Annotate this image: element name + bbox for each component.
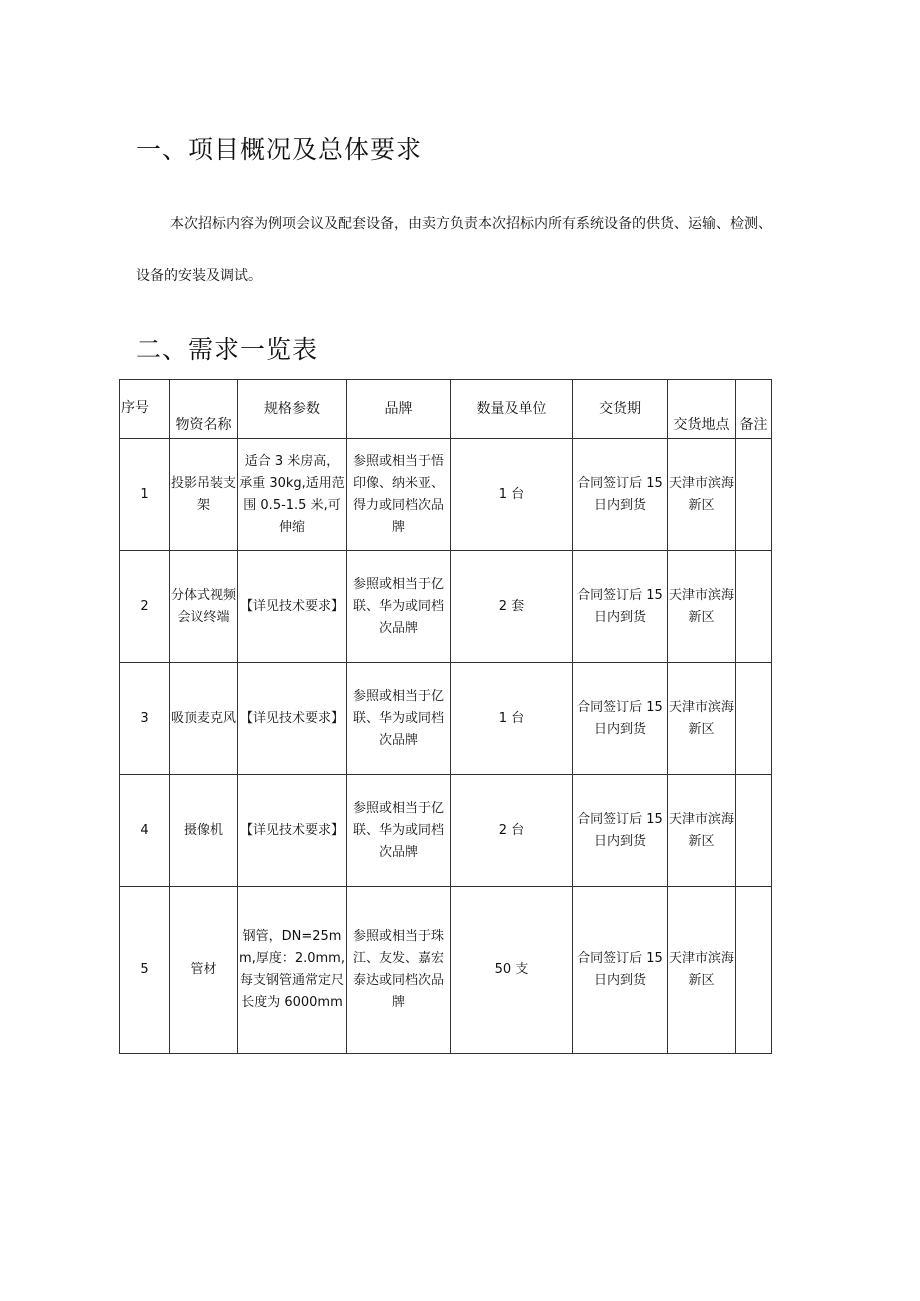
cell-name: 摄像机 xyxy=(170,775,238,887)
cell-brand: 参照或相当于亿联、华为或同档次品牌 xyxy=(347,551,451,663)
cell-remark xyxy=(736,663,772,775)
cell-remark xyxy=(736,439,772,551)
table-row xyxy=(120,439,772,551)
cell-place: 天津市滨海新区 xyxy=(668,775,736,887)
cell-brand: 参照或相当于珠江、友发、嘉宏泰达或同档次品牌 xyxy=(347,887,451,1054)
section-heading-requirements: 二、需求一览表 xyxy=(136,335,319,364)
cell-no: 3 xyxy=(120,663,170,775)
cell-name: 管材 xyxy=(170,887,238,1054)
table-header-row xyxy=(120,380,772,439)
cell-name: 分体式视频会议终端 xyxy=(170,551,238,663)
cell-spec: 【详见技术要求】 xyxy=(238,775,347,887)
cell-no: 4 xyxy=(120,775,170,887)
cell-remark xyxy=(736,887,772,1054)
cell-name: 吸顶麦克风 xyxy=(170,663,238,775)
cell-name: 投影吊装支架 xyxy=(170,439,238,551)
cell-no: 1 xyxy=(120,439,170,551)
cell-qty: 2 套 xyxy=(451,551,573,663)
cell-no: 5 xyxy=(120,887,170,1054)
cell-qty: 2 台 xyxy=(451,775,573,887)
table-row xyxy=(120,663,772,775)
header-delivery: 交货期 xyxy=(573,380,668,439)
cell-place: 天津市滨海新区 xyxy=(668,887,736,1054)
cell-remark xyxy=(736,551,772,663)
cell-brand: 参照或相当于亿联、华为或同档次品牌 xyxy=(347,663,451,775)
header-remark: 备注 xyxy=(736,380,772,439)
cell-place: 天津市滨海新区 xyxy=(668,551,736,663)
header-no: 序号 xyxy=(120,380,170,439)
cell-spec: 【详见技术要求】 xyxy=(238,551,347,663)
requirements-table xyxy=(119,379,772,1054)
table-row xyxy=(120,887,772,1054)
cell-delivery: 合同签订后 15 日内到货 xyxy=(573,551,668,663)
cell-place: 天津市滨海新区 xyxy=(668,663,736,775)
cell-spec: 钢管，DN=25mm,厚度：2.0mm,每支钢管通常定尺长度为 6000mm xyxy=(238,887,347,1054)
header-spec: 规格参数 xyxy=(238,380,347,439)
cell-brand: 参照或相当于悟印像、纳米亚、得力或同档次品牌 xyxy=(347,439,451,551)
table-row xyxy=(120,551,772,663)
cell-place: 天津市滨海新区 xyxy=(668,439,736,551)
cell-brand: 参照或相当于亿联、华为或同档次品牌 xyxy=(347,775,451,887)
header-name: 物资名称 xyxy=(170,380,238,439)
header-place: 交货地点 xyxy=(668,380,736,439)
cell-delivery: 合同签订后 15 日内到货 xyxy=(573,775,668,887)
cell-spec: 适合 3 米房高，承重 30kg,适用范围 0.5-1.5 米,可伸缩 xyxy=(238,439,347,551)
cell-spec: 【详见技术要求】 xyxy=(238,663,347,775)
header-brand: 品牌 xyxy=(347,380,451,439)
table-row xyxy=(120,775,772,887)
cell-delivery: 合同签订后 15 日内到货 xyxy=(573,439,668,551)
cell-delivery: 合同签订后 15 日内到货 xyxy=(573,663,668,775)
overview-paragraph: 本次招标内容为例项会议及配套设备，由卖方负责本次招标内所有系统设备的供货、运输、检测、设备的安装及调试。 xyxy=(136,216,772,284)
cell-no: 2 xyxy=(120,551,170,663)
cell-remark xyxy=(736,775,772,887)
cell-qty: 1 台 xyxy=(451,663,573,775)
header-qty: 数量及单位 xyxy=(451,380,573,439)
cell-delivery: 合同签订后 15 日内到货 xyxy=(573,887,668,1054)
cell-qty: 1 台 xyxy=(451,439,573,551)
section-heading-overview: 一、项目概况及总体要求 xyxy=(136,135,423,164)
cell-qty: 50 支 xyxy=(451,887,573,1054)
